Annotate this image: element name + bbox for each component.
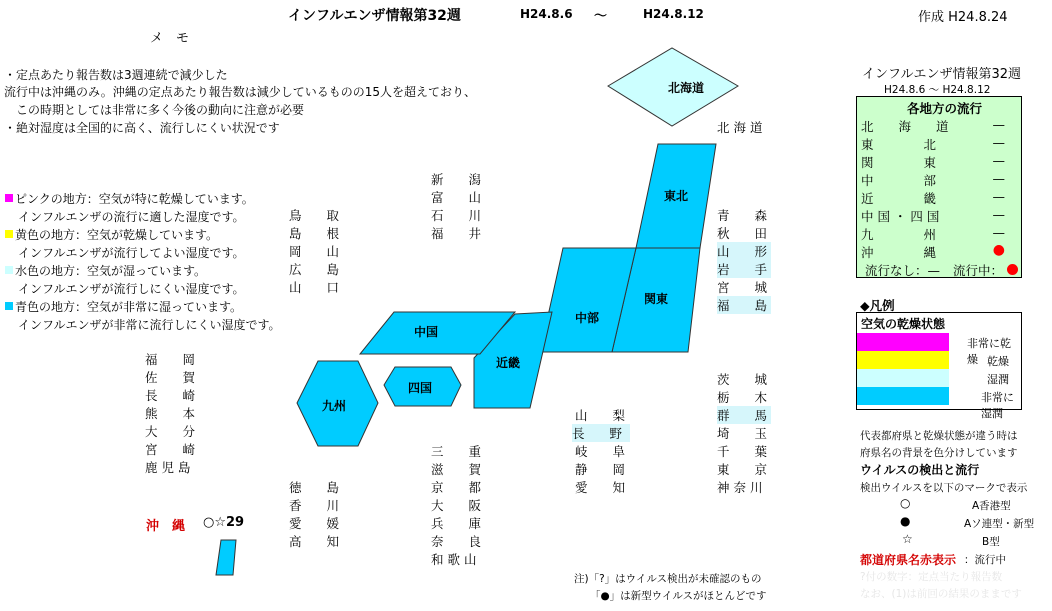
- panel-heading: 各地方の流行: [907, 101, 983, 116]
- pref-wakayama: 和 歌 山: [431, 552, 477, 567]
- legend-very-humid: 非常に湿潤: [981, 391, 1014, 420]
- pref-nagasaki: 長 崎: [145, 388, 196, 403]
- virus-title: ウイルスの検出と流行: [860, 463, 980, 477]
- memo-title: メ モ: [150, 31, 190, 46]
- blue-note-2: インフルエンザが非常に流行しにくい湿度です。: [18, 318, 281, 332]
- pref-kagoshima: 鹿 児 島: [145, 460, 191, 475]
- status-row: [861, 171, 1017, 189]
- pref-niigata: 新 潟: [431, 172, 482, 187]
- pref-kyoto: 京 都: [431, 480, 482, 495]
- pref-saga: 佐 賀: [145, 370, 196, 385]
- status-row-value: —: [992, 225, 1005, 240]
- legend-dry: 乾燥: [987, 355, 1009, 368]
- v3-label: B型: [982, 536, 1000, 548]
- status-row-value: —: [992, 117, 1005, 132]
- virus-legend: [856, 410, 1052, 611]
- swatch-dry: [857, 351, 949, 369]
- status-row-name: 関 東: [861, 155, 937, 170]
- status-row: [861, 207, 1017, 225]
- status-row: [861, 117, 1017, 135]
- status-row-name: 中 部: [861, 173, 937, 188]
- swatch-very-dry: [857, 333, 949, 351]
- status-row-value: —: [992, 189, 1005, 204]
- faded-note-2: なお、(1)は前回の結果のままです: [860, 588, 1022, 600]
- status-row-name: 北 海 道: [861, 119, 949, 134]
- yellow-note: 黄色の地方：空気が乾燥しています。: [15, 228, 219, 242]
- pref-kagawa: 香 川: [289, 498, 340, 513]
- pref-hokkaido: 北 海 道: [717, 120, 763, 135]
- legend-note-1: 代表都府県と乾燥状態が違う時は: [860, 430, 1018, 442]
- pref-fukui: 福 井: [431, 226, 482, 241]
- memo-line-3: この時期としては非常に多く今後の動向に注意が必要: [4, 103, 305, 117]
- faded-note-1: ?付の数字：定点当たり報告数: [860, 571, 1003, 583]
- footer-active: 流行中：: [953, 263, 1004, 278]
- swatch-very-humid: [857, 387, 949, 405]
- pref-tokushima: 徳 島: [289, 480, 340, 495]
- status-row-value: —: [992, 207, 1005, 222]
- status-row-value: —: [992, 171, 1005, 186]
- pref-mie: 三 重: [431, 444, 482, 459]
- pref-kochi: 高 知: [289, 534, 340, 549]
- pref-gunma: 群 馬: [717, 406, 771, 424]
- pref-oita: 大 分: [145, 424, 196, 439]
- pref-nagano: 長 野: [572, 424, 630, 442]
- pref-shiga: 滋 賀: [431, 462, 482, 477]
- pref-yamanashi: 山 梨: [575, 408, 626, 423]
- b-type-mark-icon: ☆: [902, 532, 913, 546]
- page-title: インフルエンザ情報第32週: [288, 8, 461, 24]
- pref-ehime: 愛 媛: [289, 516, 340, 531]
- pref-aomori: 青 森: [717, 208, 768, 223]
- label-hokkaido: 北海道: [668, 81, 705, 95]
- pref-miyagi: 宮 城: [717, 280, 768, 295]
- legend-box: [856, 312, 1022, 420]
- region-status-panel: [856, 96, 1022, 278]
- legend-note-2: 府県名の背景を色分けしています: [860, 447, 1018, 459]
- status-row-name: 九 州: [861, 227, 937, 242]
- footer-none: 流行なし：—: [865, 263, 941, 278]
- pref-ishikawa: 石 川: [431, 208, 482, 223]
- created-date: 作成 H24.8.24: [918, 10, 1008, 25]
- memo-line-4: ・絶対湿度は全国的に高く、流行しにくい状況です: [4, 121, 280, 135]
- label-tohoku: 東北: [664, 189, 689, 203]
- memo-line-1: ・定点あたり報告数は3週連続で減少した: [4, 68, 228, 82]
- pref-fukushima: 福 島: [717, 296, 771, 314]
- swatch-humid: [857, 369, 949, 387]
- panel-title: インフルエンザ情報第32週: [862, 67, 1022, 82]
- pref-osaka: 大 阪: [431, 498, 482, 513]
- legend-humid: 湿潤: [987, 373, 1009, 386]
- panel-period: H24.8.6 ～ H24.8.12: [884, 84, 991, 96]
- status-row-value: ●: [992, 242, 1005, 258]
- v1-label: A香港型: [972, 500, 1011, 512]
- v2-label: Aソ連型・新型: [964, 518, 1035, 530]
- status-row: [861, 225, 1017, 243]
- status-row-name: 東 北: [861, 137, 937, 152]
- label-shikoku: 四国: [408, 381, 433, 395]
- pref-tottori: 鳥 取: [289, 208, 340, 223]
- yellow-note-2: インフルエンザが流行してよい湿度です。: [18, 246, 245, 260]
- period-end: H24.8.12: [643, 7, 704, 21]
- red-label: 都道府県名赤表示: [860, 553, 957, 567]
- status-row-name: 中 国 ・ 四 国: [861, 209, 940, 224]
- hong-kong-mark-icon: ○: [900, 496, 911, 510]
- period-tilde: ～: [594, 9, 608, 24]
- note-2: 「●」は新型ウイルスがほとんどです: [590, 590, 767, 602]
- pink-note-2: インフルエンザの流行に適した湿度です。: [18, 210, 245, 224]
- pref-shizuoka: 静 岡: [575, 462, 626, 477]
- red-suffix: ：流行中: [964, 554, 1006, 566]
- pref-hyogo: 兵 庫: [431, 516, 482, 531]
- label-chubu: 中部: [575, 311, 600, 325]
- status-row: [861, 189, 1017, 207]
- pref-okinawa: 沖 縄: [146, 519, 186, 534]
- legend-very-dry: 非常に乾燥: [967, 337, 1011, 366]
- status-row-name: 近 畿: [861, 191, 937, 206]
- legend-box-title: 空気の乾燥状態: [861, 317, 946, 331]
- pref-fukuoka: 福 岡: [145, 352, 196, 367]
- pref-akita: 秋 田: [717, 226, 768, 241]
- new-type-mark-icon: ●: [900, 514, 911, 528]
- status-row-value: —: [992, 135, 1005, 150]
- blue-note: 青色の地方：空気が非常に湿っています。: [15, 300, 243, 314]
- active-dot-icon: [1007, 264, 1018, 275]
- okinawa-virus-marks: ○☆29: [203, 515, 245, 530]
- status-row: [861, 135, 1017, 153]
- legend-title: ◆凡例: [860, 298, 895, 313]
- label-kinki: 近畿: [496, 356, 521, 370]
- pref-hiroshima: 広 島: [289, 262, 340, 277]
- status-row: [861, 243, 1017, 261]
- pref-chiba: 千 葉: [717, 444, 768, 459]
- status-row-name: 沖 縄: [861, 245, 937, 260]
- water-note-2: インフルエンザが流行しにくい湿度です。: [18, 282, 245, 296]
- status-row-value: —: [992, 153, 1005, 168]
- pref-aichi: 愛 知: [575, 480, 626, 495]
- water-note: 水色の地方：空気が湿っています。: [15, 264, 207, 278]
- label-kanto: 関東: [644, 292, 669, 306]
- virus-sub: 検出ウイルスを以下のマークで表示: [860, 482, 1028, 494]
- pref-toyama: 富 山: [431, 190, 482, 205]
- note-1: 注)「?」はウイルス検出が未確認のもの: [574, 573, 762, 585]
- pref-saitama: 埼 玉: [717, 426, 768, 441]
- pink-note: ピンクの地方：空気が特に乾燥しています。: [15, 192, 254, 206]
- pref-tokyo: 東 京: [717, 462, 768, 477]
- pref-yamagata: 山 形: [717, 242, 771, 260]
- status-row: [861, 153, 1017, 171]
- pref-shimane: 島 根: [289, 226, 340, 241]
- memo-line-2: 流行中は沖縄のみ。沖縄の定点あたり報告数は減少しているものの15人を超えており、: [4, 85, 476, 99]
- pref-iwate: 岩 手: [717, 260, 771, 278]
- label-chugoku: 中国: [414, 325, 439, 339]
- pref-okayama: 岡 山: [289, 244, 340, 259]
- pref-ibaraki: 茨 城: [717, 372, 768, 387]
- label-kyushu: 九州: [322, 399, 347, 413]
- pref-nara: 奈 良: [431, 534, 482, 549]
- pref-kanagawa: 神 奈 川: [717, 480, 763, 495]
- okinawa-shape: [216, 540, 236, 575]
- pref-gifu: 岐 阜: [575, 444, 626, 459]
- period-start: H24.8.6: [520, 7, 573, 21]
- pref-tochigi: 栃 木: [717, 390, 768, 405]
- pref-kumamoto: 熊 本: [145, 406, 196, 421]
- pref-miyazaki: 宮 崎: [145, 442, 196, 457]
- pref-yamaguchi: 山 口: [289, 280, 340, 295]
